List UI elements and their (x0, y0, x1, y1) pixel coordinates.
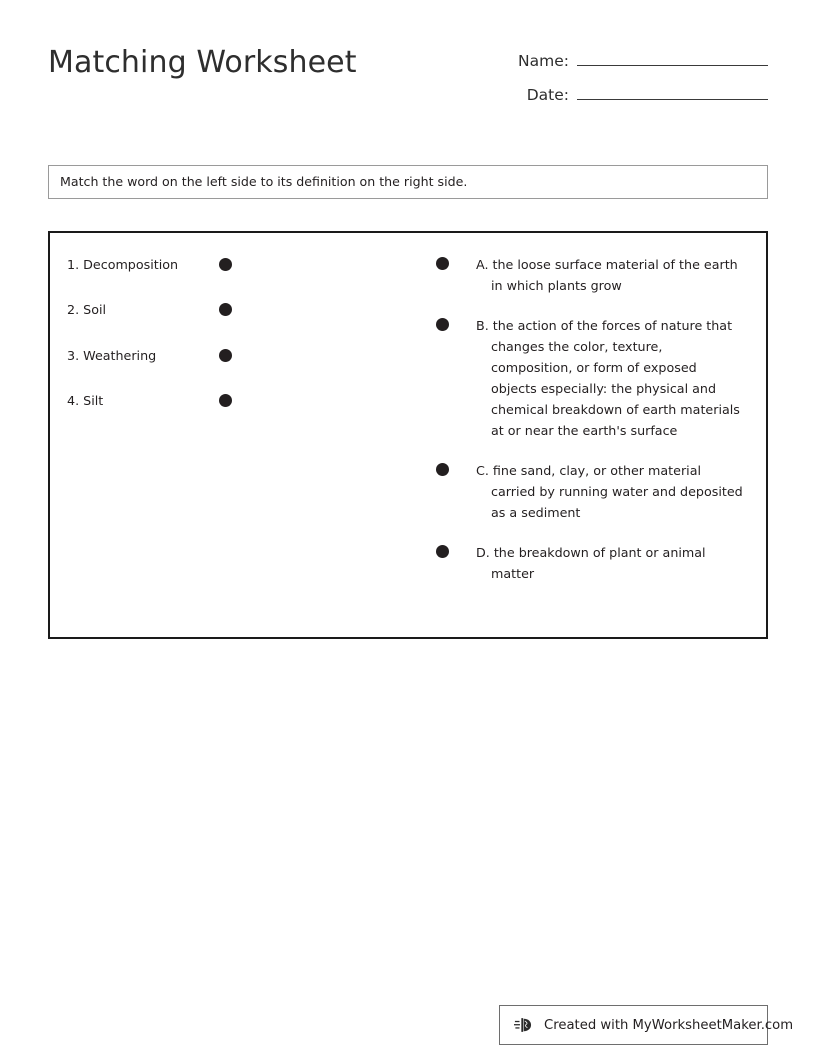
definition-row (436, 460, 746, 523)
term-row (67, 346, 307, 364)
definition-text: A. the loose surface material of the earth in which plants grow (476, 257, 738, 293)
page-title: Matching Worksheet (48, 45, 357, 80)
footer-text: Created with MyWorksheetMaker.com (544, 1017, 794, 1033)
instructions-text: Match the word on the left side to its definition on the right side. (60, 174, 468, 190)
definition-text: C. fine sand, clay, or other material carried by running water and deposited as a sediment (476, 463, 743, 520)
date-input-line[interactable] (577, 82, 768, 100)
definition-dot-wrap (436, 254, 476, 270)
matching-box (48, 231, 768, 639)
name-field-label: Name: (518, 52, 569, 70)
worksheet-maker-logo-icon (514, 1014, 536, 1036)
definition-dot[interactable] (436, 257, 449, 270)
term-dot[interactable] (219, 303, 232, 316)
term-label: 1. Decomposition (67, 256, 179, 272)
footer-badge[interactable] (499, 1005, 794, 1045)
definition-row (436, 254, 746, 296)
term-dot[interactable] (219, 394, 232, 407)
worksheet-header (48, 44, 768, 124)
definition-text: B. the action of the forces of nature that changes the color, texture, composition, or form of exposed objects especially: the physical and chemical breakdown of earth materials at or near the earth's surface (476, 318, 740, 438)
term-row (67, 255, 307, 273)
name-input-line[interactable] (577, 48, 768, 66)
term-row (67, 392, 307, 410)
definitions-column (436, 254, 746, 603)
instructions-box (48, 165, 768, 199)
date-field-row (468, 82, 768, 116)
definition-dot[interactable] (436, 318, 449, 331)
matching-columns (50, 233, 766, 637)
definition-text: D. the breakdown of plant or animal matter (476, 545, 706, 581)
term-label: 2. Soil (67, 302, 107, 317)
definition-dot-wrap (436, 460, 476, 476)
definition-dot[interactable] (436, 545, 449, 558)
term-label: 4. Silt (67, 393, 104, 408)
definition-dot-wrap (436, 315, 476, 331)
definition-row (436, 542, 746, 584)
term-label: 3. Weathering (67, 347, 157, 363)
term-dot[interactable] (219, 258, 232, 271)
terms-column (67, 255, 307, 437)
name-field-row (468, 48, 768, 82)
term-row (67, 301, 307, 319)
name-date-fields (468, 48, 768, 116)
definition-dot-wrap (436, 542, 476, 558)
date-field-label: Date: (526, 86, 569, 104)
term-dot[interactable] (219, 349, 232, 362)
definition-row (436, 315, 746, 441)
definition-dot[interactable] (436, 463, 449, 476)
